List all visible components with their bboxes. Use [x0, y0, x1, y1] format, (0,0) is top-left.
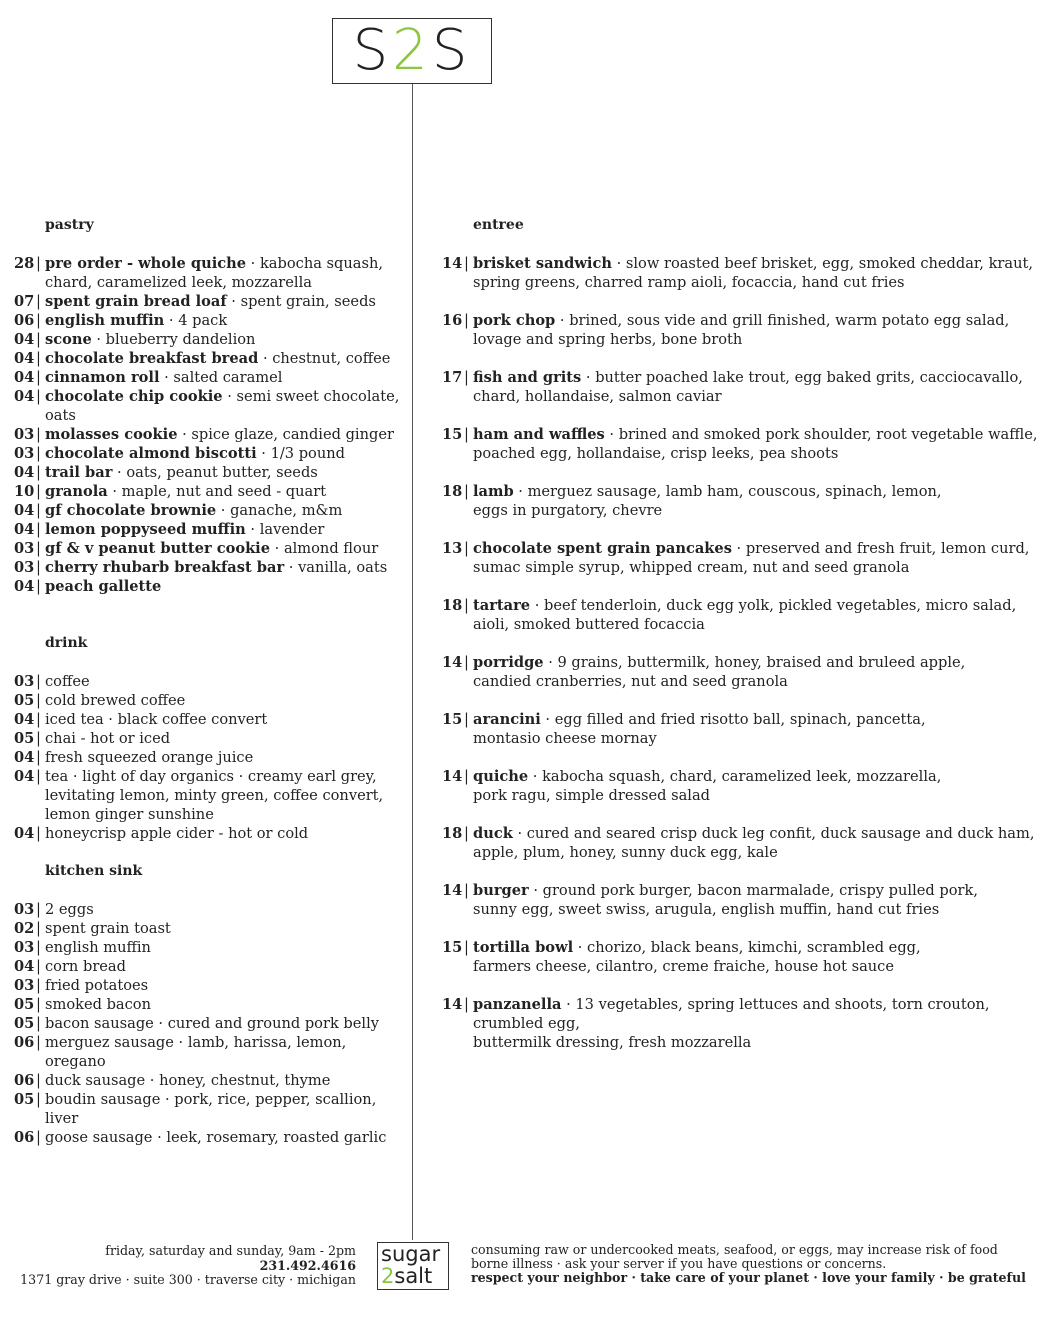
- pastry-item: [14, 387, 404, 425]
- item-price: 02: [14, 920, 35, 937]
- item-price: 04: [14, 350, 35, 367]
- drink-item: [14, 691, 404, 710]
- item-detail-line2: apple, plum, honey, sunny duck egg, kale: [473, 844, 778, 861]
- item-detail-line2: aioli, smoked buttered focaccia: [473, 616, 705, 633]
- price-separator: |: [36, 730, 41, 747]
- item-detail: 1/3 pound: [270, 445, 345, 462]
- item-price: 14: [442, 882, 463, 899]
- item-name: lemon poppyseed muffin: [45, 521, 246, 538]
- item-name: granola: [45, 483, 108, 500]
- price-separator: |: [464, 369, 469, 386]
- price-separator: |: [36, 483, 41, 500]
- item-name: gf chocolate brownie: [45, 502, 217, 519]
- entree-item: [442, 425, 1040, 463]
- item-price: 03: [14, 540, 35, 557]
- item-description: chocolate almond biscotti · 1/3 pound: [45, 445, 345, 462]
- item-description: [45, 577, 161, 596]
- entree-item: [442, 767, 1040, 805]
- pastry-item: [14, 311, 404, 330]
- item-text: cold brewed coffee: [45, 692, 186, 709]
- item-detail: 4 pack: [178, 312, 228, 329]
- item-price: 03: [14, 901, 35, 918]
- item-name: chocolate spent grain pancakes: [473, 540, 732, 557]
- logo-number: 2: [392, 18, 432, 83]
- drink-item: [14, 672, 404, 691]
- price-separator: |: [464, 654, 469, 671]
- price-separator: |: [464, 426, 469, 443]
- item-description: lemon poppyseed muffin · lavender: [45, 521, 325, 538]
- item-price: 15: [442, 711, 463, 728]
- item-description: tartare · beef tenderloin, duck egg yolk, pickled vegetables, micro salad, aioli, smoked buttered focaccia: [473, 597, 1017, 633]
- price-separator: |: [36, 388, 41, 405]
- item-description: cherry rhubarb breakfast bar · vanilla, oats: [45, 559, 388, 576]
- item-price: 04: [14, 502, 35, 519]
- item-name: english muffin: [45, 312, 165, 329]
- price-separator: |: [36, 825, 41, 842]
- pastry-item: [14, 330, 404, 349]
- item-detail-line2: lovage and spring herbs, bone broth: [473, 331, 743, 348]
- item-text: 2 eggs: [45, 901, 94, 918]
- item-price: 06: [14, 312, 35, 329]
- item-description: gf chocolate brownie · ganache, m&m: [45, 502, 343, 519]
- price-separator: |: [36, 958, 41, 975]
- kitchen-sink-item: [14, 957, 404, 976]
- item-text: boudin sausage · pork, rice, pepper, scallion, liver: [45, 1091, 377, 1127]
- kitchen-sink-item: [14, 1090, 404, 1128]
- pastry-heading: pastry: [45, 217, 94, 233]
- item-text: corn bread: [45, 958, 126, 975]
- price-separator: |: [464, 882, 469, 899]
- entree-item: [442, 254, 1040, 292]
- footer-phone: 231.492.4616: [259, 1257, 356, 1273]
- item-text: coffee: [45, 673, 90, 690]
- item-detail-line2: eggs in purgatory, chevre: [473, 502, 663, 519]
- item-price: 03: [14, 559, 35, 576]
- item-text: smoked bacon: [45, 996, 151, 1013]
- item-description: gf & v peanut butter cookie · almond flour: [45, 540, 379, 557]
- item-detail: 13 vegetables, spring lettuces and shoots, torn crouton, crumbled egg,: [473, 996, 990, 1032]
- drink-item: [14, 729, 404, 748]
- item-name: tartare: [473, 597, 531, 614]
- item-name: tortilla bowl: [473, 939, 574, 956]
- item-price: 05: [14, 692, 35, 709]
- price-separator: |: [36, 901, 41, 918]
- price-separator: |: [36, 331, 41, 348]
- price-separator: |: [36, 293, 41, 310]
- item-text: iced tea · black coffee convert: [45, 711, 268, 728]
- price-separator: |: [36, 1072, 41, 1089]
- entree-item: [442, 539, 1040, 577]
- item-detail: almond flour: [283, 540, 379, 557]
- price-separator: |: [36, 1034, 41, 1051]
- pastry-item: [14, 349, 404, 368]
- footer-address: 1371 gray drive · suite 300 · traverse city · michigan: [20, 1272, 356, 1287]
- drink-item: [14, 748, 404, 767]
- right-column: [442, 216, 1040, 1071]
- kitchen-sink-list: [14, 900, 404, 1147]
- item-name: lamb: [473, 483, 514, 500]
- price-separator: |: [36, 768, 41, 785]
- price-separator: |: [36, 445, 41, 462]
- item-detail: blueberry dandelion: [105, 331, 256, 348]
- kitchen-sink-heading: kitchen sink: [45, 863, 143, 879]
- item-price: 04: [14, 369, 35, 386]
- item-detail: brined and smoked pork shoulder, root vegetable waffle,: [618, 426, 1038, 443]
- pastry-item: [14, 444, 404, 463]
- item-price: 18: [442, 597, 463, 614]
- item-description: chocolate chip cookie · semi sweet chocolate, oats: [45, 388, 400, 424]
- pastry-item: [14, 292, 404, 311]
- item-name: arancini: [473, 711, 541, 728]
- drink-list: [14, 672, 404, 843]
- pastry-list: [14, 254, 404, 596]
- item-description: arancini · egg filled and fried risotto ball, spinach, pancetta, montasio cheese mornay: [473, 711, 926, 747]
- price-separator: |: [36, 977, 41, 994]
- entree-item: [442, 938, 1040, 976]
- sugar-2-salt-logo: [377, 1242, 449, 1290]
- entree-item: [442, 653, 1040, 691]
- kitchen-sink-item: [14, 919, 404, 938]
- kitchen-sink-item: [14, 976, 404, 995]
- price-separator: |: [36, 502, 41, 519]
- item-name: scone: [45, 331, 92, 348]
- item-name: cherry rhubarb breakfast bar: [45, 559, 285, 576]
- item-price: 06: [14, 1034, 35, 1051]
- item-detail: maple, nut and seed - quart: [121, 483, 327, 500]
- item-price: 04: [14, 464, 35, 481]
- entree-heading: entree: [473, 217, 524, 233]
- footer-notice-line2: borne illness · ask your server if you have questions or concerns.: [471, 1256, 887, 1271]
- item-description: burger · ground pork burger, bacon marmalade, crispy pulled pork, sunny egg, sweet swiss, arugula, english muffin, hand cut fries: [473, 882, 978, 918]
- item-price: 17: [442, 369, 463, 386]
- item-price: 05: [14, 996, 35, 1013]
- item-detail: vanilla, oats: [298, 559, 388, 576]
- price-separator: |: [464, 483, 469, 500]
- entree-item: [442, 710, 1040, 748]
- item-detail: cured and seared crisp duck leg confit, duck sausage and duck ham,: [526, 825, 1035, 842]
- price-separator: |: [36, 369, 41, 386]
- item-name: cinnamon roll: [45, 369, 160, 386]
- item-price: 05: [14, 1091, 35, 1108]
- item-detail-line2: sumac simple syrup, whipped cream, nut and seed granola: [473, 559, 910, 576]
- item-detail: slow roasted beef brisket, egg, smoked cheddar, kraut,: [625, 255, 1033, 272]
- item-detail: merguez sausage, lamb ham, couscous, spinach, lemon,: [527, 483, 942, 500]
- kitchen-sink-item: [14, 1071, 404, 1090]
- item-price: 14: [442, 255, 463, 272]
- item-price: 05: [14, 1015, 35, 1032]
- price-separator: |: [464, 939, 469, 956]
- item-description: pre order - whole quiche · kabocha squash, chard, caramelized leek, mozzarella: [45, 255, 384, 291]
- kitchen-sink-item: [14, 900, 404, 919]
- item-detail: 9 grains, buttermilk, honey, braised and bruleed apple,: [557, 654, 966, 671]
- item-detail: preserved and fresh fruit, lemon curd,: [745, 540, 1030, 557]
- pastry-item: [14, 368, 404, 387]
- item-text: tea · light of day organics · creamy earl grey, levitating lemon, minty green, coffee convert, lemon ginger sunshine: [45, 768, 384, 823]
- price-separator: |: [464, 825, 469, 842]
- footer-contact: [20, 1244, 356, 1288]
- price-separator: |: [36, 673, 41, 690]
- item-description: lamb · merguez sausage, lamb ham, couscous, spinach, lemon, eggs in purgatory, chevre: [473, 483, 942, 519]
- drink-heading: drink: [45, 635, 88, 651]
- price-separator: |: [36, 426, 41, 443]
- item-detail: semi sweet chocolate, oats: [45, 388, 400, 424]
- item-price: 03: [14, 977, 35, 994]
- item-text: fried potatoes: [45, 977, 149, 994]
- item-name: chocolate chip cookie: [45, 388, 223, 405]
- item-description: panzanella · 13 vegetables, spring lettuces and shoots, torn crouton, crumbled egg, buttermilk dressing, fresh mozzarella: [473, 995, 1040, 1052]
- price-separator: |: [464, 711, 469, 728]
- item-price: 04: [14, 331, 35, 348]
- price-separator: |: [36, 1015, 41, 1032]
- entree-item: [442, 995, 1040, 1052]
- item-name: panzanella: [473, 996, 562, 1013]
- item-price: 04: [14, 749, 35, 766]
- item-price: 07: [14, 293, 35, 310]
- drink-item: [14, 824, 404, 843]
- item-description: english muffin · 4 pack: [45, 312, 228, 329]
- item-price: 05: [14, 730, 35, 747]
- kitchen-sink-item: [14, 1014, 404, 1033]
- item-description: pork chop · brined, sous vide and grill finished, warm potato egg salad, lovage and spring herbs, bone broth: [473, 312, 1010, 348]
- item-description: tortilla bowl · chorizo, black beans, kimchi, scrambled egg, farmers cheese, cilantro, creme fraiche, house hot sauce: [473, 939, 921, 975]
- item-detail: chorizo, black beans, kimchi, scrambled egg,: [587, 939, 921, 956]
- item-name: chocolate almond biscotti: [45, 445, 257, 462]
- price-separator: |: [36, 255, 41, 272]
- item-price: 03: [14, 939, 35, 956]
- price-separator: |: [36, 559, 41, 576]
- item-price: 18: [442, 825, 463, 842]
- item-description: trail bar · oats, peanut butter, seeds: [45, 464, 318, 481]
- pastry-item: [14, 425, 404, 444]
- item-name: porridge: [473, 654, 544, 671]
- price-separator: |: [36, 749, 41, 766]
- kitchen-sink-item: [14, 1033, 404, 1071]
- item-name: pork chop: [473, 312, 556, 329]
- item-text: chai - hot or iced: [45, 730, 171, 747]
- item-detail: spice glaze, candied ginger: [191, 426, 394, 443]
- price-separator: |: [36, 350, 41, 367]
- item-detail: spent grain, seeds: [240, 293, 376, 310]
- footer-logo-word-salt: salt: [394, 1264, 433, 1288]
- entree-item: [442, 482, 1040, 520]
- item-detail: ganache, m&m: [230, 502, 343, 519]
- price-separator: |: [464, 768, 469, 785]
- item-text: bacon sausage · cured and ground pork belly: [45, 1015, 379, 1032]
- price-separator: |: [36, 692, 41, 709]
- item-price: 04: [14, 711, 35, 728]
- pastry-item: [14, 254, 404, 292]
- item-name: quiche: [473, 768, 529, 785]
- item-description: spent grain bread loaf · spent grain, seeds: [45, 293, 376, 310]
- item-name: fish and grits: [473, 369, 582, 386]
- footer-hours: friday, saturday and sunday, 9am - 2pm: [105, 1243, 356, 1258]
- item-price: 03: [14, 445, 35, 462]
- item-price: 03: [14, 426, 35, 443]
- item-name: burger: [473, 882, 529, 899]
- logo-letter-left: S: [352, 18, 393, 83]
- item-name: ham and waffles: [473, 426, 605, 443]
- entree-item: [442, 824, 1040, 862]
- logo-letter-right: S: [431, 18, 472, 83]
- footer-logo-word-sugar: sugar: [381, 1242, 441, 1266]
- item-price: 06: [14, 1072, 35, 1089]
- item-price: 13: [442, 540, 463, 557]
- item-price: 16: [442, 312, 463, 329]
- item-description: porridge · 9 grains, buttermilk, honey, braised and bruleed apple, candied cranberries, nut and seed granola: [473, 654, 966, 690]
- item-detail-line2: chard, hollandaise, salmon caviar: [473, 388, 722, 405]
- price-separator: |: [36, 711, 41, 728]
- item-price: 04: [14, 768, 35, 785]
- price-separator: |: [36, 1129, 41, 1146]
- item-text: honeycrisp apple cider - hot or cold: [45, 825, 309, 842]
- price-separator: |: [464, 597, 469, 614]
- entree-item: [442, 368, 1040, 406]
- item-detail-line2: candied cranberries, nut and seed granola: [473, 673, 788, 690]
- item-price: 14: [442, 996, 463, 1013]
- price-separator: |: [36, 996, 41, 1013]
- item-detail: ground pork burger, bacon marmalade, crispy pulled pork,: [542, 882, 978, 899]
- item-detail: oats, peanut butter, seeds: [126, 464, 318, 481]
- item-detail-line2: farmers cheese, cilantro, creme fraiche, house hot sauce: [473, 958, 894, 975]
- s2s-logo: [332, 18, 492, 84]
- item-price: 15: [442, 939, 463, 956]
- item-name: brisket sandwich: [473, 255, 612, 272]
- item-detail-line2: pork ragu, simple dressed salad: [473, 787, 711, 804]
- item-price: 14: [442, 768, 463, 785]
- drink-item: [14, 710, 404, 729]
- price-separator: |: [464, 255, 469, 272]
- item-price: 06: [14, 1129, 35, 1146]
- price-separator: |: [464, 996, 469, 1013]
- item-price: 28: [14, 255, 35, 272]
- item-text: fresh squeezed orange juice: [45, 749, 254, 766]
- item-description: cinnamon roll · salted caramel: [45, 369, 283, 386]
- entree-item: [442, 311, 1040, 349]
- item-detail: beef tenderloin, duck egg yolk, pickled vegetables, micro salad,: [543, 597, 1017, 614]
- item-price: 15: [442, 426, 463, 443]
- item-price: 04: [14, 388, 35, 405]
- kitchen-sink-item: [14, 995, 404, 1014]
- item-detail: kabocha squash, chard, caramelized leek, mozzarella: [45, 255, 384, 291]
- item-text: goose sausage · leek, rosemary, roasted garlic: [45, 1129, 387, 1146]
- pastry-item: [14, 539, 404, 558]
- item-detail-line2: poached egg, hollandaise, crisp leeks, pea shoots: [473, 445, 839, 462]
- item-description: brisket sandwich · slow roasted beef brisket, egg, smoked cheddar, kraut, spring greens, charred ramp aioli, focaccia, hand cut fries: [473, 255, 1033, 291]
- item-name: peach gallette: [45, 578, 162, 595]
- item-price: 04: [14, 578, 35, 595]
- item-name: gf & v peanut butter cookie: [45, 540, 271, 557]
- item-detail: brined, sous vide and grill finished, warm potato egg salad,: [569, 312, 1010, 329]
- price-separator: |: [36, 464, 41, 481]
- price-separator: |: [36, 1091, 41, 1108]
- item-text: duck sausage · honey, chestnut, thyme: [45, 1072, 331, 1089]
- left-column: [14, 216, 404, 1147]
- footer-notice: [471, 1243, 1031, 1285]
- item-detail-line2: sunny egg, sweet swiss, arugula, english muffin, hand cut fries: [473, 901, 940, 918]
- item-price: 18: [442, 483, 463, 500]
- item-detail-line2: buttermilk dressing, fresh mozzarella: [473, 1034, 752, 1051]
- price-separator: |: [36, 540, 41, 557]
- pastry-item: [14, 501, 404, 520]
- footer-tagline: respect your neighbor · take care of your planet · love your family · be grateful: [471, 1270, 1026, 1285]
- item-name: trail bar: [45, 464, 113, 481]
- item-price: 04: [14, 521, 35, 538]
- price-separator: |: [36, 521, 41, 538]
- item-text: spent grain toast: [45, 920, 171, 937]
- item-name: pre order - whole quiche: [45, 255, 247, 272]
- kitchen-sink-item: [14, 1128, 404, 1147]
- footer-notice-line1: consuming raw or undercooked meats, seafood, or eggs, may increase risk of food: [471, 1242, 998, 1257]
- pastry-item: [14, 482, 404, 501]
- item-detail: egg filled and fried risotto ball, spinach, pancetta,: [554, 711, 926, 728]
- price-separator: |: [36, 578, 41, 595]
- pastry-item: [14, 463, 404, 482]
- item-price: 04: [14, 825, 35, 842]
- kitchen-sink-item: [14, 938, 404, 957]
- item-description: scone · blueberry dandelion: [45, 331, 256, 348]
- item-detail: kabocha squash, chard, caramelized leek, mozzarella,: [542, 768, 942, 785]
- item-price: 03: [14, 673, 35, 690]
- item-detail-line2: montasio cheese mornay: [473, 730, 657, 747]
- item-detail: chestnut, coffee: [272, 350, 391, 367]
- item-text: merguez sausage · lamb, harissa, lemon, oregano: [45, 1034, 347, 1070]
- pastry-item: [14, 520, 404, 539]
- pastry-item: [14, 558, 404, 577]
- item-detail: salted caramel: [173, 369, 283, 386]
- item-name: spent grain bread loaf: [45, 293, 227, 310]
- footer-logo-number: 2: [381, 1264, 395, 1288]
- price-separator: |: [464, 312, 469, 329]
- entree-list: [442, 254, 1040, 1052]
- entree-item: [442, 881, 1040, 919]
- item-name: molasses cookie: [45, 426, 178, 443]
- item-detail: lavender: [259, 521, 325, 538]
- item-description: molasses cookie · spice glaze, candied ginger: [45, 426, 394, 443]
- item-description: chocolate spent grain pancakes · preserved and fresh fruit, lemon curd, sumac simple syrup, whipped cream, nut and seed granola: [473, 540, 1030, 576]
- item-description: duck · cured and seared crisp duck leg confit, duck sausage and duck ham, apple, plum, honey, sunny duck egg, kale: [473, 825, 1035, 861]
- item-price: 04: [14, 958, 35, 975]
- item-description: quiche · kabocha squash, chard, caramelized leek, mozzarella, pork ragu, simple dressed salad: [473, 768, 942, 804]
- pastry-item: [14, 577, 404, 596]
- item-price: 10: [14, 483, 35, 500]
- item-description: fish and grits · butter poached lake trout, egg baked grits, cacciocavallo, chard, hollandaise, salmon caviar: [473, 369, 1023, 405]
- drink-item: [14, 767, 404, 824]
- item-name: chocolate breakfast bread: [45, 350, 259, 367]
- item-detail-line2: spring greens, charred ramp aioli, focaccia, hand cut fries: [473, 274, 905, 291]
- item-detail: butter poached lake trout, egg baked grits, cacciocavallo,: [595, 369, 1023, 386]
- item-name: duck: [473, 825, 513, 842]
- column-divider: [412, 84, 413, 1240]
- price-separator: |: [36, 312, 41, 329]
- price-separator: |: [36, 920, 41, 937]
- item-description: ham and waffles · brined and smoked pork shoulder, root vegetable waffle, poached egg, hollandaise, crisp leeks, pea shoots: [473, 426, 1038, 462]
- item-text: english muffin: [45, 939, 151, 956]
- item-price: 14: [442, 654, 463, 671]
- item-description: chocolate breakfast bread · chestnut, coffee: [45, 350, 391, 367]
- price-separator: |: [464, 540, 469, 557]
- item-description: granola · maple, nut and seed - quart: [45, 483, 327, 500]
- entree-item: [442, 596, 1040, 634]
- price-separator: |: [36, 939, 41, 956]
